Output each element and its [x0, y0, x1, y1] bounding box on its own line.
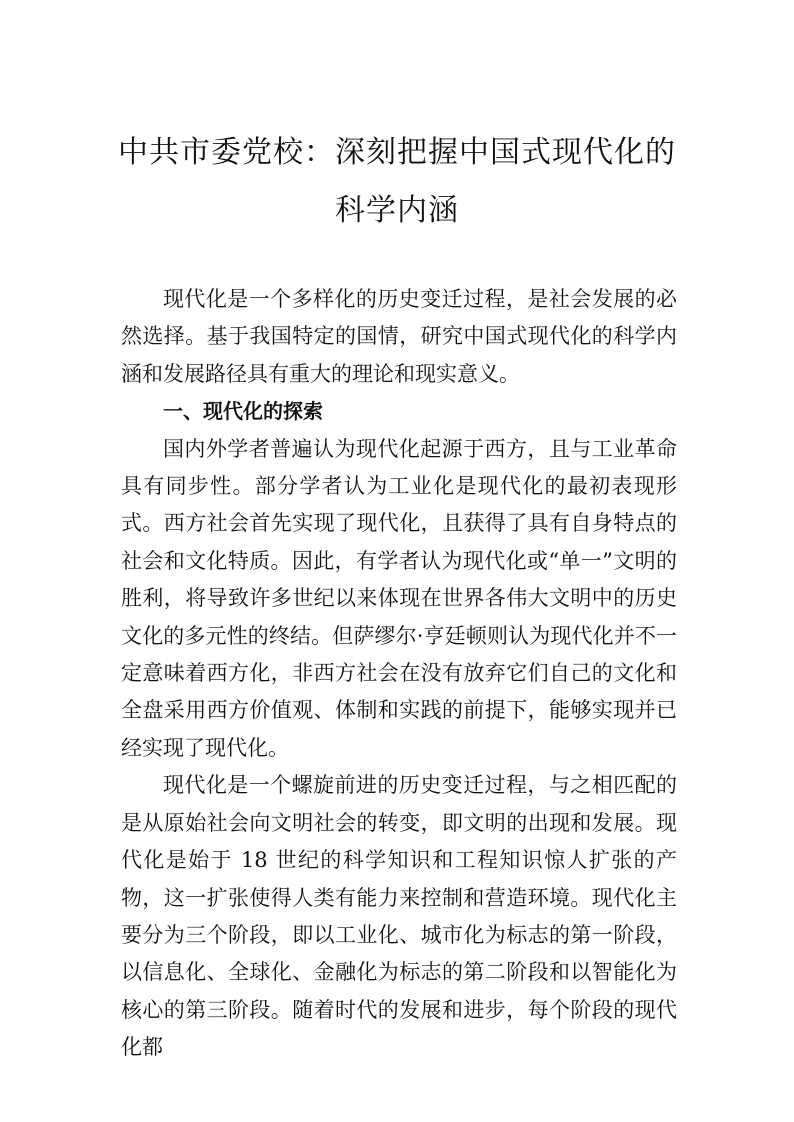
paragraph-western-origin: 国内外学者普遍认为现代化起源于西方，且与工业革命具有同步性。部分学者认为工业化是现代化的最初表现形式。西方社会首先实现了现代化，且获得了具有自身特点的社会和文化特质。因此，有学者认为现代化或“单一”文明的胜利，将导致许多世纪以来体现在世界各伟大文明中的历史文化的多元性的终结。但萨缪尔·亨廷顿则认为现代化并不一定意味着西方化，非西方社会在没有放弃它们自己的文化和全盘采用西方价值观、体制和实践的前提下，能够实现并已经实现了现代化。 — [121, 436, 677, 760]
document-title-line-2: 科学内涵 — [335, 193, 459, 228]
paragraph-spiral-progress: 现代化是一个螺旋前进的历史变迁过程，与之相匹配的是从原始社会向文明社会的转变，即文明的出现和发展。现代化是始于 18 世纪的科学知识和工程知识惊人扩张的产物，这一扩张使得人类有能力来控制和营造环境。现代化主要分为三个阶段，即以工业化、城市化为标志的第一阶段，以信息化、全球化、金融化为标志的第二阶段和以智能化为核心的第三阶段。随着时代的发展和进步，每个阶段的现代化都 — [121, 773, 677, 1060]
document-body — [121, 281, 677, 1067]
section-heading: 一、现代化的探索 — [163, 399, 323, 424]
document-title-line-1: 中共市委党校：深刻把握中国式现代化的 — [118, 135, 676, 170]
paragraph-intro: 现代化是一个多样化的历史变迁过程，是社会发展的必然选择。基于我国特定的国情，研究中国式现代化的科学内涵和发展路径具有重大的理论和现实意义。 — [121, 287, 677, 386]
